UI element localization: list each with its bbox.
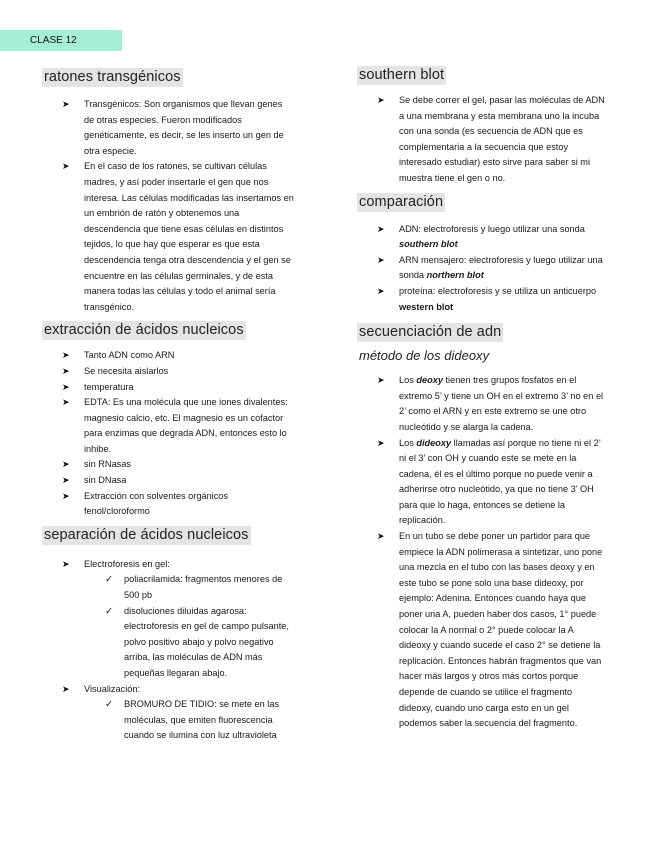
- check-item: ✓ BROMURO DE TIDIO: se mete en las moléculas, que emiten fluorescencia cuando se ilumina con luz ultravioleta: [84, 697, 294, 744]
- list-item: ➤ EDTA: Es una molécula que une iones divalentes: magnesio calcio, etc. El magnesio es un cofactor para enzimas que degrada ADN, entonces esto lo inhibe.: [42, 395, 294, 457]
- technique-name: western blot: [399, 301, 454, 312]
- list-item: ➤ sin DNasa: [42, 473, 294, 489]
- check-item: ✓ poliacrilamida: fragmentos menores de 500 pb: [84, 572, 294, 603]
- check-list: [84, 697, 294, 744]
- list-item: ➤ En el caso de los ratones, se cultivan células madres, y así poder insertarle el gen que nos interesa. Las células modificadas las insertamos en un embrión de ratón y obtenemos una descendencia que tiene esas células en distintos tejidos, lo que hay que esperar es que esta descendencia tenga otra descendencia y el gen se encuentre en las células germinales, y de esta manera todas las células y todo el animal sería transgénico.: [42, 159, 294, 315]
- check-item: ✓ disoluciones diluidas agarosa: electroforesis en gel de campo pulsante, polvo positivo abajo y polvo negativo arriba, las moléculas de ADN más pequeñas llegaran abajo.: [84, 604, 294, 682]
- list-item: [357, 253, 607, 284]
- section-ratones-transgenicos: [42, 68, 294, 315]
- section-heading: secuenciación de adn: [359, 324, 502, 341]
- item-text: ADN: electroforesis y luego utilizar una sonda: [399, 223, 585, 234]
- section-heading: southern blot: [359, 67, 445, 83]
- list-item: [357, 284, 607, 315]
- visualizacion-label: Visualización:: [84, 683, 141, 694]
- item-text: proteína: electroforesis y se utiliza un anticuerpo: [399, 285, 597, 296]
- list-item: ➤ Transgénicos: Son organismos que llevan genes de otras especies. Fueron modificados genéticamente, es decir, se les inserto un gen de otra especie.: [42, 97, 294, 159]
- list-item: [357, 436, 607, 530]
- subheading: método de los dideoxy: [359, 348, 490, 364]
- bullet-list: [42, 348, 294, 520]
- technique-name: northern blot: [426, 270, 484, 281]
- item-text: llamadas así porque no tiene ni el 2’ ni el 3’ con OH y cuando este se mete en la cadena, él es el último porque no puede venir a adherirse otro nucleótido, ya que no tiene 3’ OH para que lo haga, entonces se detiene la replicación.: [399, 437, 601, 526]
- item-text: tienen tres grupos fosfatos en el extremo 5’ y tiene un OH en el extremo 3’ no en el 2’ como el ARN y en este extremo se une otro nucleótido y se alarga la cadena.: [399, 375, 604, 432]
- list-item: [357, 373, 607, 435]
- list-item: ➤ En un tubo se debe poner un partidor para que empiece la ADN polimerasa a sintetizar, uno pone una mezcla en el tubo con las bases deoxy y en este tubo se pone solo una base dideoxy, por ejemplo: Adenina. Entonces cuando haya que poner una A, pueden haber dos casos, 1° puede colocar la A normal o 2° puede colocar la A dideoxy y cuando sucede el caso 2° se detiene la replicación. Entonces habrán fragmentos que van hacer más largos y otros más cortos porque depende de cuando se utilice el fragmento dideoxy, cuando uno carga esto en un gel podemos saber la secuencia del fragmento.: [357, 529, 607, 732]
- section-separacion: [42, 526, 294, 744]
- section-heading: separación de ácidos nucleicos: [44, 526, 249, 543]
- section-heading: ratones transgénicos: [44, 69, 181, 85]
- section-heading: extracción de ácidos nucleicos: [44, 322, 244, 339]
- list-item: ➤ Extracción con solventes orgánicos fenol/cloroformo: [42, 489, 294, 520]
- technique-name: southern blot: [399, 239, 458, 250]
- section-heading: comparación: [359, 193, 444, 210]
- electroforesis-label: Electroforesis en gel:: [84, 558, 170, 569]
- class-badge: CLASE 12: [0, 30, 122, 51]
- right-column: [357, 66, 607, 732]
- list-item: ➤ temperatura: [42, 380, 294, 396]
- item-text: Los: [399, 375, 417, 386]
- section-secuenciacion: [357, 323, 607, 732]
- bullet-list: [357, 373, 607, 732]
- list-item: ➤ Tanto ADN como ARN: [42, 348, 294, 364]
- bullet-list: [357, 93, 607, 187]
- section-extraccion: [42, 321, 294, 520]
- bullet-list: [42, 557, 294, 744]
- list-item: ➤ Se debe correr el gel, pasar las moléculas de ADN a una membrana y esta membrana uno la incuba con una sonda (es secuencia de ADN que es complementaria a la secuencia que estoy interesado estudiar) esto sirve para saber si mi muestra tiene el gen o no.: [357, 93, 607, 187]
- item-text: Los: [399, 437, 417, 448]
- list-item: [42, 682, 294, 744]
- list-item: ➤ Se necesita aislarlos: [42, 364, 294, 380]
- bullet-list: [357, 222, 607, 316]
- check-list: [84, 572, 294, 681]
- list-item: ➤ sin RNasas: [42, 457, 294, 473]
- list-item: [42, 557, 294, 682]
- item-text: ARN mensajero: electroforesis y luego utilizar una sonda: [399, 254, 603, 281]
- term: deoxy: [416, 375, 443, 386]
- bullet-list: [42, 97, 294, 315]
- section-comparacion: [357, 193, 607, 316]
- left-column: [42, 68, 294, 744]
- section-southern-blot: [357, 66, 607, 187]
- list-item: [357, 222, 607, 253]
- term: dideoxy: [416, 437, 452, 448]
